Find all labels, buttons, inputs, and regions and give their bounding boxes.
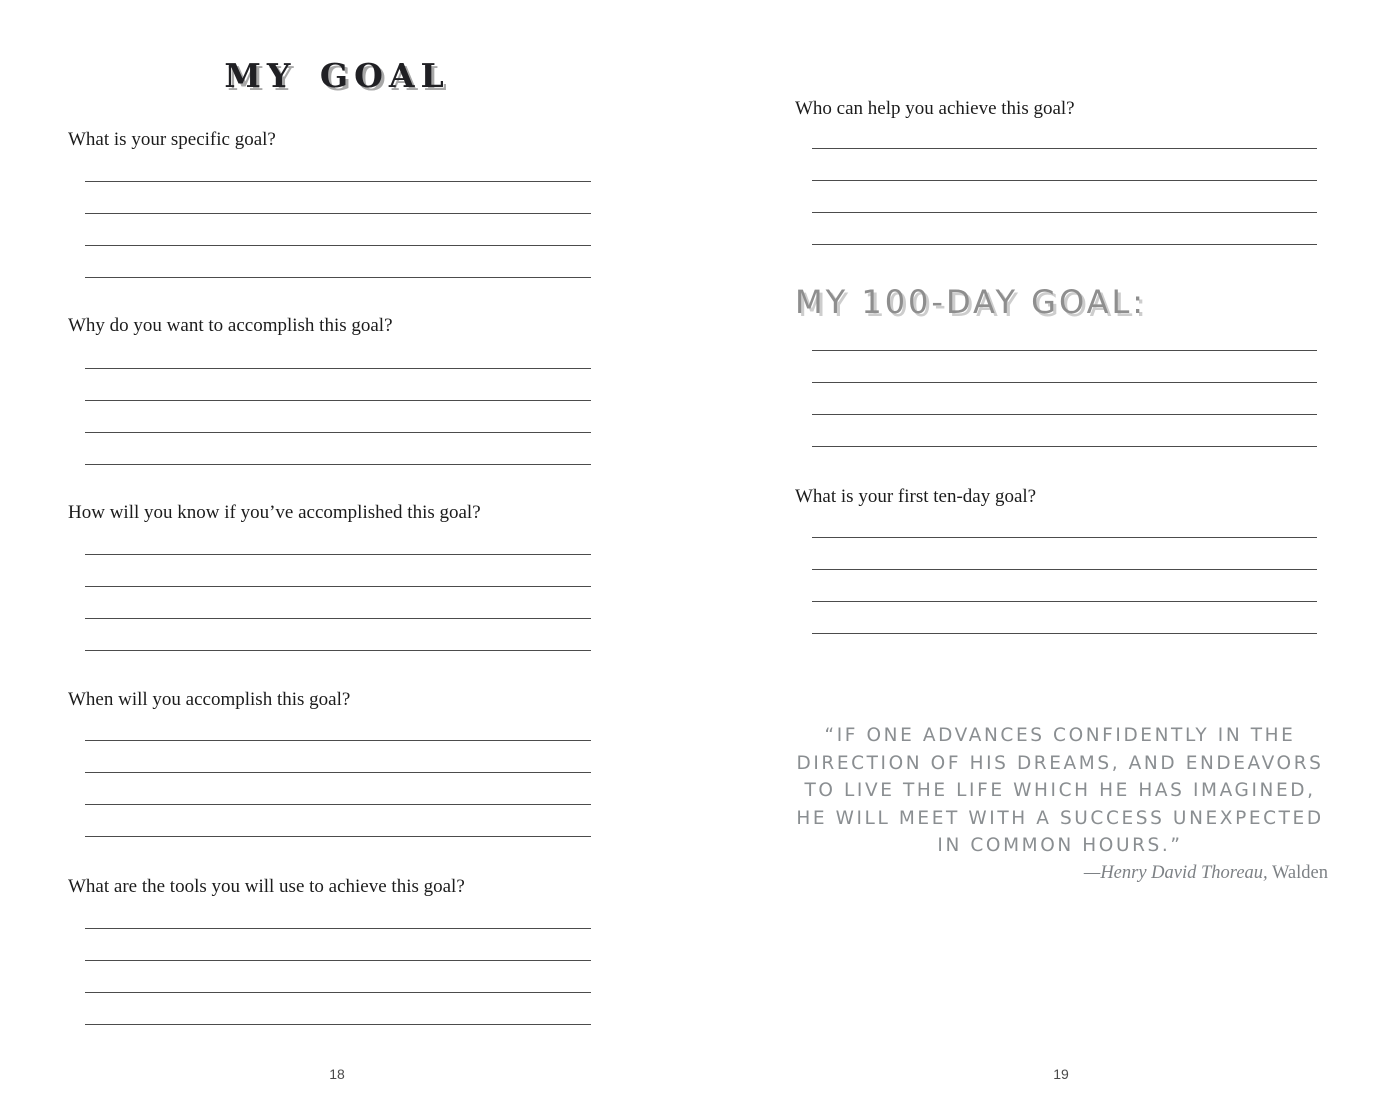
page-number-left: 18: [329, 1066, 345, 1082]
question-specific-goal: What is your specific goal?: [68, 129, 276, 150]
section-heading-100-day-goal: MY 100-DAY GOAL:: [795, 283, 1147, 321]
writing-line: [812, 213, 1317, 245]
writing-lines-group: [85, 150, 591, 278]
quote-line: DIRECTION OF HIS DREAMS, AND ENDEAVORS: [796, 752, 1324, 774]
writing-line: [85, 741, 591, 773]
writing-line: [812, 506, 1317, 538]
quote-block: [780, 722, 1340, 860]
writing-lines-group: [812, 506, 1317, 634]
quote-line: TO LIVE THE LIFE WHICH HE HAS IMAGINED,: [804, 780, 1316, 801]
writing-line: [85, 246, 591, 278]
quote-attribution-work: Walden: [1267, 863, 1328, 883]
quote-line: HE WILL MEET WITH A SUCCESS UNEXPECTED: [796, 807, 1324, 829]
writing-lines-group: [812, 117, 1317, 245]
writing-line: [85, 555, 591, 587]
quote-line: “IF ONE ADVANCES CONFIDENTLY IN THE: [824, 725, 1296, 746]
writing-lines-group: [85, 709, 591, 837]
writing-line: [812, 319, 1317, 351]
quote-attribution-author: —Henry David Thoreau,: [1083, 863, 1268, 883]
writing-line: [812, 351, 1317, 383]
writing-line: [85, 369, 591, 401]
writing-lines-group: [85, 523, 591, 651]
writing-line: [85, 214, 591, 246]
writing-line: [812, 415, 1317, 447]
writing-line: [812, 181, 1317, 213]
writing-line: [85, 587, 591, 619]
question-tools: What are the tools you will use to achieve this goal?: [68, 876, 465, 897]
question-how-know: How will you know if you’ve accomplished this goal?: [68, 502, 481, 523]
page-number-right: 19: [1053, 1066, 1069, 1082]
writing-line: [812, 117, 1317, 149]
question-why-accomplish: Why do you want to accomplish this goal?: [68, 315, 393, 336]
writing-line: [812, 570, 1317, 602]
writing-lines-group: [812, 319, 1317, 447]
writing-line: [85, 929, 591, 961]
writing-line: [85, 433, 591, 465]
writing-line: [85, 523, 591, 555]
writing-line: [85, 709, 591, 741]
writing-line: [812, 149, 1317, 181]
writing-line: [85, 337, 591, 369]
writing-line: [85, 897, 591, 929]
page-title: MY GOAL: [224, 56, 450, 95]
writing-line: [85, 182, 591, 214]
question-first-ten-day-goal: What is your first ten-day goal?: [795, 486, 1037, 507]
writing-line: [85, 961, 591, 993]
quote-line: IN COMMON HOURS.”: [937, 835, 1183, 856]
writing-line: [812, 538, 1317, 570]
writing-lines-group: [85, 897, 591, 1025]
writing-line: [85, 401, 591, 433]
writing-line: [85, 773, 591, 805]
writing-lines-group: [85, 337, 591, 465]
writing-line: [812, 602, 1317, 634]
writing-line: [85, 805, 591, 837]
quote-attribution: [780, 863, 1328, 884]
writing-line: [85, 619, 591, 651]
writing-line: [812, 383, 1317, 415]
writing-line: [85, 993, 591, 1025]
question-who-help: Who can help you achieve this goal?: [795, 98, 1075, 119]
question-when-accomplish: When will you accomplish this goal?: [68, 689, 351, 710]
writing-line: [85, 150, 591, 182]
